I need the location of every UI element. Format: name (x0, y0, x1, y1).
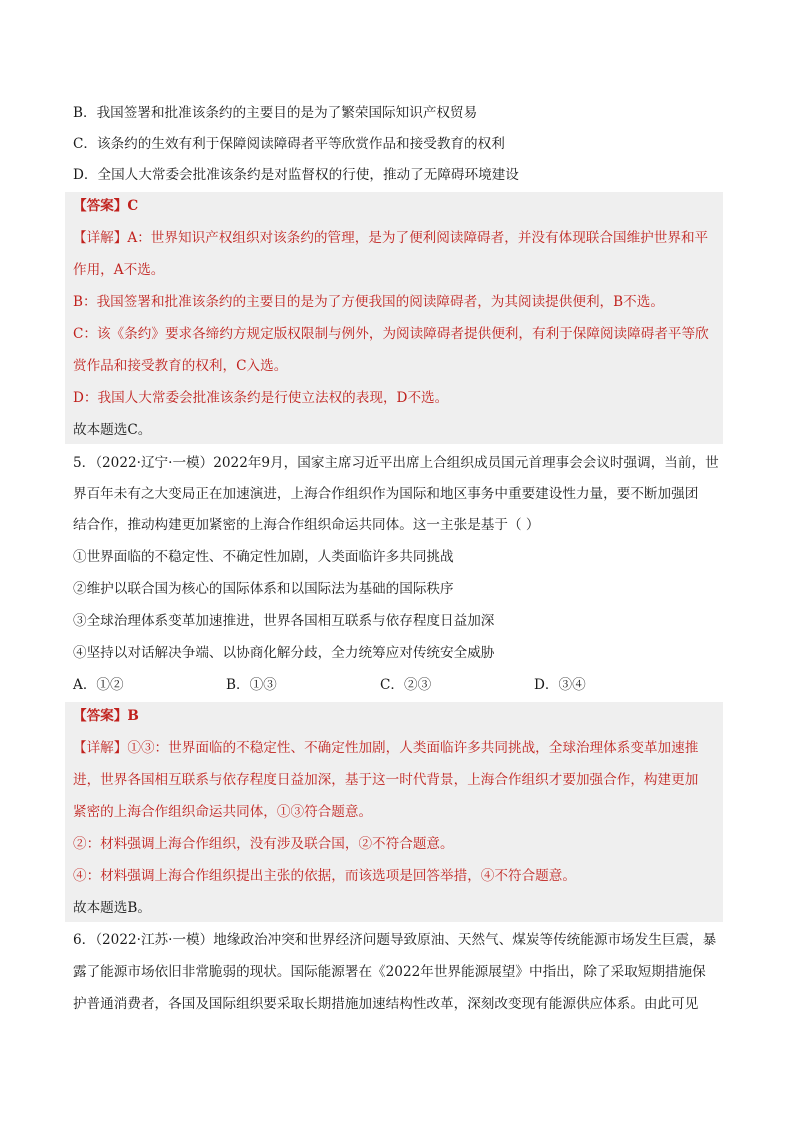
q5-stem-line2: 界百年未有之大变局正在加速演进，上海合作组织作为国际和地区事务中重要建设性力量，要不断加强团 (73, 486, 699, 502)
q5-choice-d: D．③④ (534, 677, 586, 693)
q5-choice-b: B．①③ (226, 677, 277, 693)
q4-option-b: B．我国签署和批准该条约的主要目的是为了繁荣国际知识产权贸易 (73, 105, 478, 121)
q5-choice-a: A．①② (73, 677, 124, 693)
q4-detail-b: B：我国签署和批准该条约的主要目的是为了方便我国的阅读障碍者，为其阅读提供便利，B不选。 (73, 294, 664, 310)
q5-item-1: ①世界面临的不稳定性、不确定性加剧，人类面临许多共同挑战 (73, 549, 454, 565)
q4-option-c: C．该条约的生效有利于保障阅读障碍者平等欣赏作品和接受教育的权利 (73, 136, 505, 152)
q5-item-2: ②维护以联合国为核心的国际体系和以国际法为基础的国际秩序 (73, 581, 454, 597)
q5-detail-line2: 进，世界各国相互联系与依存程度日益加深，基于这一时代背景，上海合作组织才要加强合作，构建更加 (73, 772, 699, 788)
q5-choice-c: C．②③ (380, 677, 432, 693)
q4-answer: 【答案】C (73, 198, 139, 214)
q5-detail-line1: 【详解】①③：世界面临的不稳定性、不确定性加剧，人类面临许多共同挑战，全球治理体系变革加速推 (73, 740, 699, 756)
q5-detail-line4: ②：材料强调上海合作组织，没有涉及联合国，②不符合题意。 (73, 836, 454, 852)
q4-detail-a-line2: 作用，A不选。 (73, 262, 165, 278)
q5-conclusion: 故本题选B。 (73, 900, 151, 916)
q6-stem-line2: 露了能源市场依旧非常脆弱的现状。国际能源署在《2022年世界能源展望》中指出，除了采取短期措施保 (73, 964, 706, 980)
q6-stem-line3: 护普通消费者，各国及国际组织要采取长期措施加速结构性改革，深刻改变现有能源供应体系。由此可见 (73, 996, 699, 1012)
q5-detail-line3: 紧密的上海合作组织命运共同体，①③符合题意。 (73, 804, 373, 820)
q5-item-4: ④坚持以对话解决争端、以协商化解分歧，全力统筹应对传统安全威胁 (73, 645, 495, 661)
q5-answer: 【答案】B (73, 708, 139, 724)
q5-stem-line3: 结合作，推动构建更加紧密的上海合作组织命运共同体。这一主张是基于（ ） (73, 517, 540, 533)
q5-item-3: ③全球治理体系变革加速推进，世界各国相互联系与依存程度日益加深 (73, 613, 495, 629)
q4-detail-c-line2: 赏作品和接受教育的权利，C入选。 (73, 358, 288, 374)
q6-stem-line1: 6．（2022·江苏·一模）地缘政治冲突和世界经济问题导致原油、天然气、煤炭等传统能源市场发生巨震，暴 (73, 932, 717, 948)
q4-detail-a-line1: 【详解】A：世界知识产权组织对该条约的管理，是为了便利阅读障碍者，并没有体现联合国维护世界和平 (73, 230, 709, 246)
q5-detail-line5: ④：材料强调上海合作组织提出主张的依据，而该选项是回答举措，④不符合题意。 (73, 868, 576, 884)
q4-detail-c-line1: C：该《条约》要求各缔约方规定版权限制与例外，为阅读障碍者提供便利，有利于保障阅读障碍者平等欣 (73, 326, 709, 342)
q4-conclusion: 故本题选C。 (73, 422, 152, 438)
q5-stem-line1: 5．（2022·辽宁·一模）2022年9月，国家主席习近平出席上合组织成员国元首理事会会议时强调，当前，世 (73, 455, 719, 471)
q4-detail-d: D：我国人大常委会批准该条约是行使立法权的表现，D不选。 (73, 390, 449, 406)
q4-option-d: D．全国人大常委会批准该条约是对监督权的行使，推动了无障碍环境建设 (73, 167, 519, 183)
